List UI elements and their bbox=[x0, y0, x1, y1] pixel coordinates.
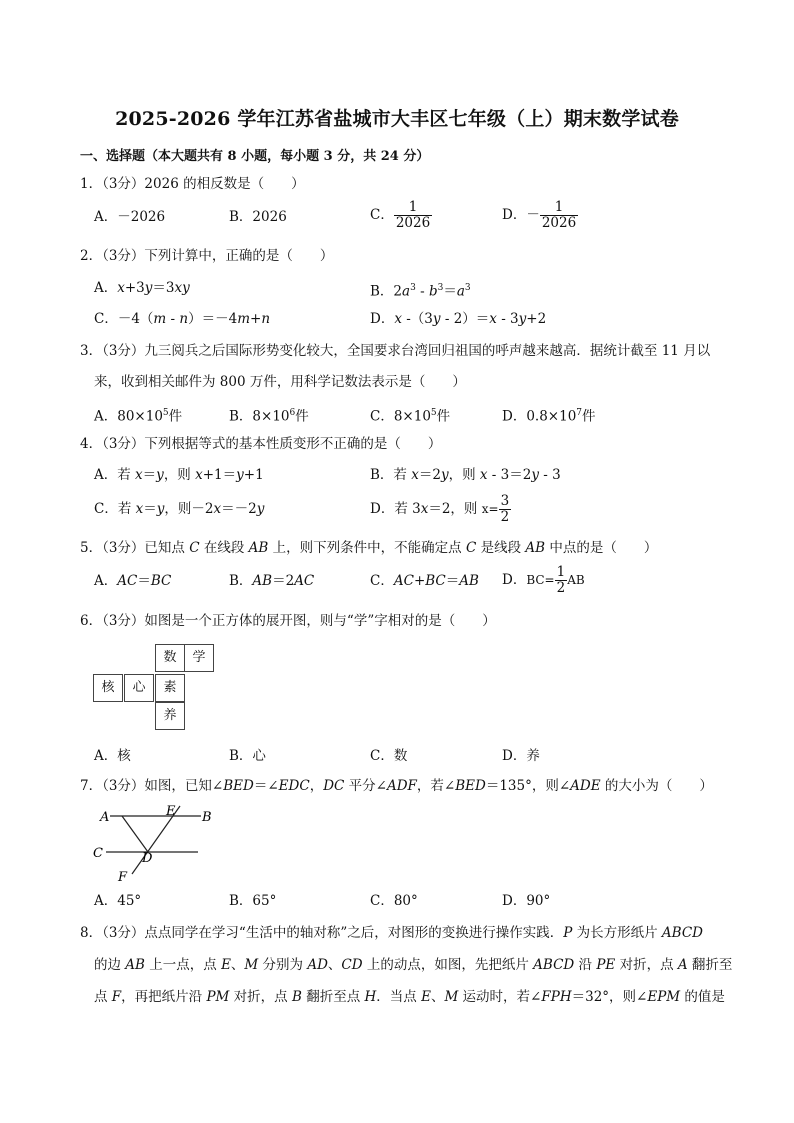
q7-option-b: B．65° bbox=[229, 893, 277, 909]
q1-option-a: A．－2026 bbox=[94, 209, 166, 225]
q5-stem: 5．（3分）已知点 C 在线段 AB 上，则下列条件中，不能确定点 C 是线段 AB 中点的是（ ） bbox=[80, 540, 658, 556]
q8-stem-line2: 的边 AB 上一点，点 E、M 分别为 AD、CD 上的动点，如图，先把纸片 ABCD 沿 PE 对折，点 A 翻折至 bbox=[94, 957, 733, 973]
cube-net-cell: 核 bbox=[93, 674, 123, 702]
q5-option-b: B．AB＝2AC bbox=[229, 573, 315, 589]
point-label-a: A bbox=[100, 810, 110, 825]
q5-option-d: D．BC= $\frac{1}{2}$ AB bbox=[502, 564, 585, 596]
q7-option-d: D．90° bbox=[502, 893, 551, 909]
point-label-f: F bbox=[118, 870, 128, 884]
q2-stem: 2．（3分）下列计算中，正确的是（ ） bbox=[80, 248, 334, 264]
cube-net-cell: 素 bbox=[155, 674, 185, 702]
q8-stem-line3: 点 F，再把纸片沿 PM 对折，点 B 翻折至点 H．当点 E、M 运动时，若∠FPH＝32°，则∠EPM 的值是 bbox=[94, 989, 725, 1005]
q7-stem: 7．（3分）如图，已知∠BED＝∠EDC，DC 平分∠ADF，若∠BED＝135°，则∠ADE 的大小为（ ） bbox=[80, 778, 713, 794]
q3-stem-line2: 来，收到相关邮件为 800 万件，用科学记数法表示是（ ） bbox=[94, 374, 466, 390]
q3-stem-line1: 3．（3分）九三阅兵之后国际形势变化较大，全国要求台湾回归祖国的呼声越来越高．据统计截至 11 月以 bbox=[80, 343, 711, 359]
q4-option-d: D．若 3x＝2，则 x= $\frac{3}{2}$ bbox=[370, 493, 510, 525]
q4-option-c: C．若 x＝y，则－2x＝－2y bbox=[94, 501, 265, 517]
q4-option-b: B．若 x＝2y，则 x - 3＝2y - 3 bbox=[370, 467, 561, 483]
q7-option-c: C．80° bbox=[370, 893, 418, 909]
q1-stem: 1．（3分）2026 的相反数是（ ） bbox=[80, 176, 305, 192]
point-label-e: E bbox=[166, 804, 176, 819]
point-label-b: B bbox=[202, 810, 212, 825]
angle-figure bbox=[88, 802, 218, 884]
line-ad bbox=[122, 816, 148, 852]
q7-option-a: A．45° bbox=[94, 893, 142, 909]
q3-option-a: A．$80\times 10^5$件 bbox=[94, 408, 183, 425]
cube-net-cell: 心 bbox=[124, 674, 154, 702]
cube-net-cell: 数 bbox=[155, 644, 185, 672]
q6-option-b: B．心 bbox=[229, 748, 266, 764]
q2-option-c: C．－4（m - n）＝－4m+n bbox=[94, 311, 271, 327]
q8-stem-line1: 8．（3分）点点同学在学习“生活中的轴对称”之后，对图形的变换进行操作实践．P 为长方形纸片 ABCD bbox=[80, 925, 703, 941]
q6-option-a: A．核 bbox=[94, 748, 131, 764]
q5-option-a: A．AC＝BC bbox=[94, 573, 172, 589]
q2-option-d: D．x -（3y - 2）＝x - 3y+2 bbox=[370, 311, 547, 327]
section-heading: 一、选择题（本大题共有 8 小题，每小题 3 分，共 24 分） bbox=[80, 149, 430, 164]
q2-option-a: A．x+3y＝3xy bbox=[94, 280, 190, 296]
q6-option-d: D．养 bbox=[502, 748, 540, 764]
q3-option-b: B．$8\times 10^6$件 bbox=[229, 408, 309, 425]
q4-stem: 4．（3分）下列根据等式的基本性质变形不正确的是（ ） bbox=[80, 436, 442, 452]
q1-option-b: B．2026 bbox=[229, 209, 287, 225]
q6-stem: 6．（3分）如图是一个正方体的展开图，则与“学”字相对的是（ ） bbox=[80, 613, 496, 629]
q4-option-a: A．若 x＝y，则 x+1＝y+1 bbox=[94, 467, 264, 483]
point-label-c: C bbox=[93, 846, 103, 861]
q3-option-c: C．$8\times 10^5$件 bbox=[370, 408, 451, 425]
cube-net-cell: 养 bbox=[155, 702, 185, 730]
q2-option-b: B．$2a^3 - b^3=a^3$ bbox=[370, 283, 471, 300]
q1-option-d: D．－ $\frac{1}{2026}$ bbox=[502, 199, 577, 231]
q3-option-d: D．$0.8\times 10^7$件 bbox=[502, 408, 596, 425]
page-title: 2025-2026 学年江苏省盐城市大丰区七年级（上）期末数学试卷 bbox=[115, 108, 679, 130]
q5-option-c: C．AC+BC＝AB bbox=[370, 573, 479, 589]
q1-option-c: C． $\frac{1}{2026}$ bbox=[370, 199, 431, 231]
cube-net-cell: 学 bbox=[184, 644, 214, 672]
q6-option-c: C．数 bbox=[370, 748, 408, 764]
point-label-d: D bbox=[142, 851, 153, 866]
